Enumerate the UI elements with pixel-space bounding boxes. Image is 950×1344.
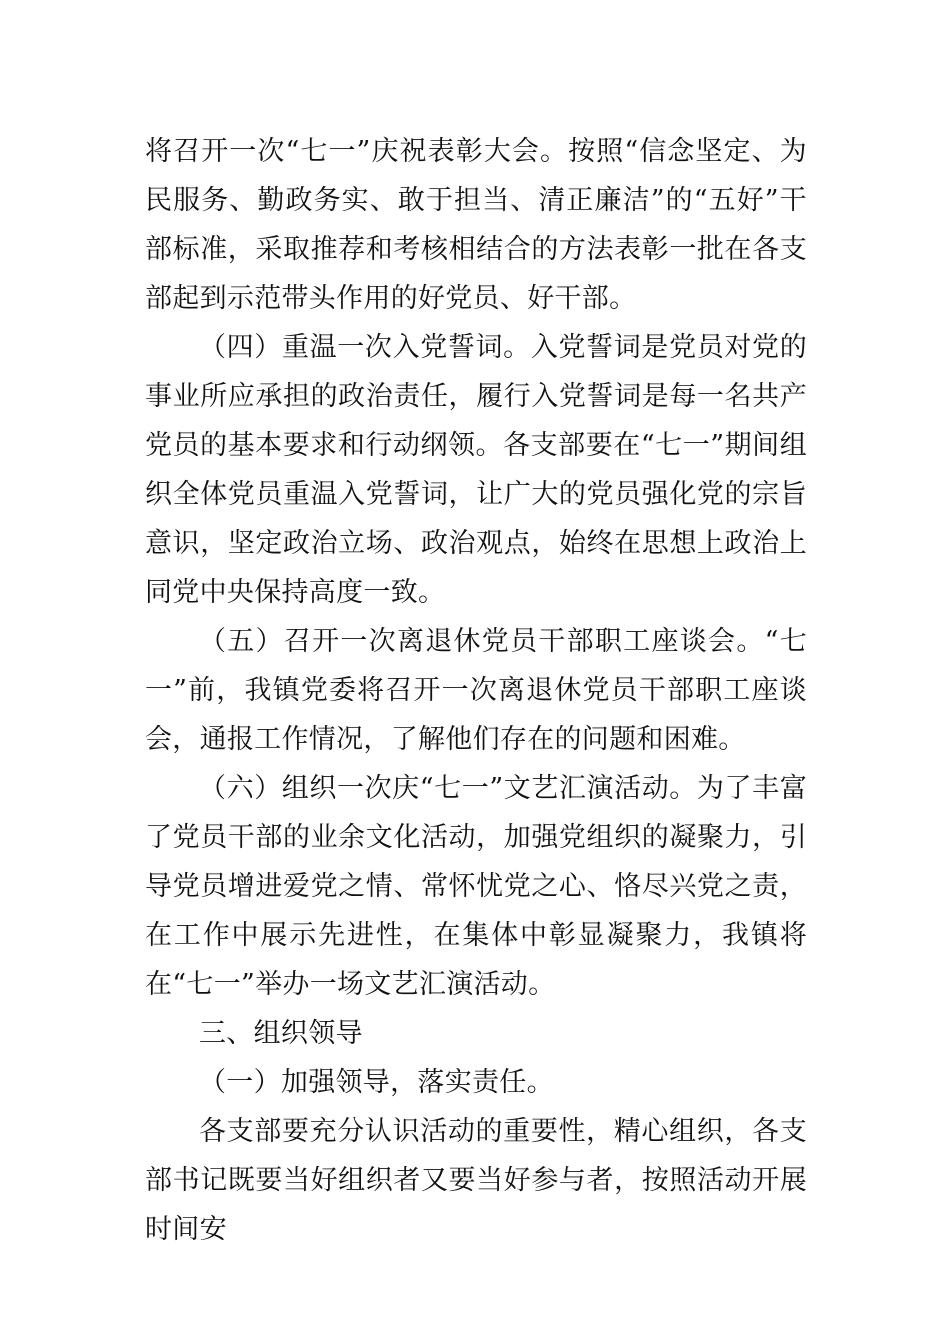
paragraph-continuation: 将召开一次“七一”庆祝表彰大会。按照“信念坚定、为民服务、勤政务实、敢于担当、清正廉洁”的“五好”干部标准，采取推荐和考核相结合的方法表彰一批在各支部起到示范带头作用的好党员、好干部。 xyxy=(145,136,807,314)
subheading-leadership: （一）加强领导，落实责任。 xyxy=(199,1067,554,1098)
document-body xyxy=(145,127,807,1254)
paragraph-item-six: （六）组织一次庆“七一”文艺汇演活动。为了丰富了党员干部的业余文化活动，加强党组织的凝聚力，引导党员增进爱党之情、常怀忧党之心、恪尽兴党之责，在工作中展示先进性，在集体中彰显凝聚力，我镇将在“七一”举办一场文艺汇演活动。 xyxy=(145,773,807,1000)
paragraph-item-four: （四）重温一次入党誓词。入党誓词是党员对党的事业所应承担的政治责任，履行入党誓词是每一名共产党员的基本要求和行动纲领。各支部要在“七一”期间组织全体党员重温入党誓词，让广大的党员强化党的宗旨意识，坚定政治立场、政治观点，始终在思想上政治上同党中央保持高度一致。 xyxy=(145,332,807,608)
paragraph-leadership-body: 各支部要充分认识活动的重要性，精心组织，各支部书记既要当好组织者又要当好参与者，按照活动开展时间安 xyxy=(145,1116,807,1245)
section-heading-organization: 三、组织领导 xyxy=(199,1018,363,1049)
paragraph-item-five: （五）召开一次离退休党员干部职工座谈会。“七一”前，我镇党委将召开一次离退休党员干部职工座谈会，通报工作情况，了解他们存在的问题和困难。 xyxy=(145,626,807,755)
